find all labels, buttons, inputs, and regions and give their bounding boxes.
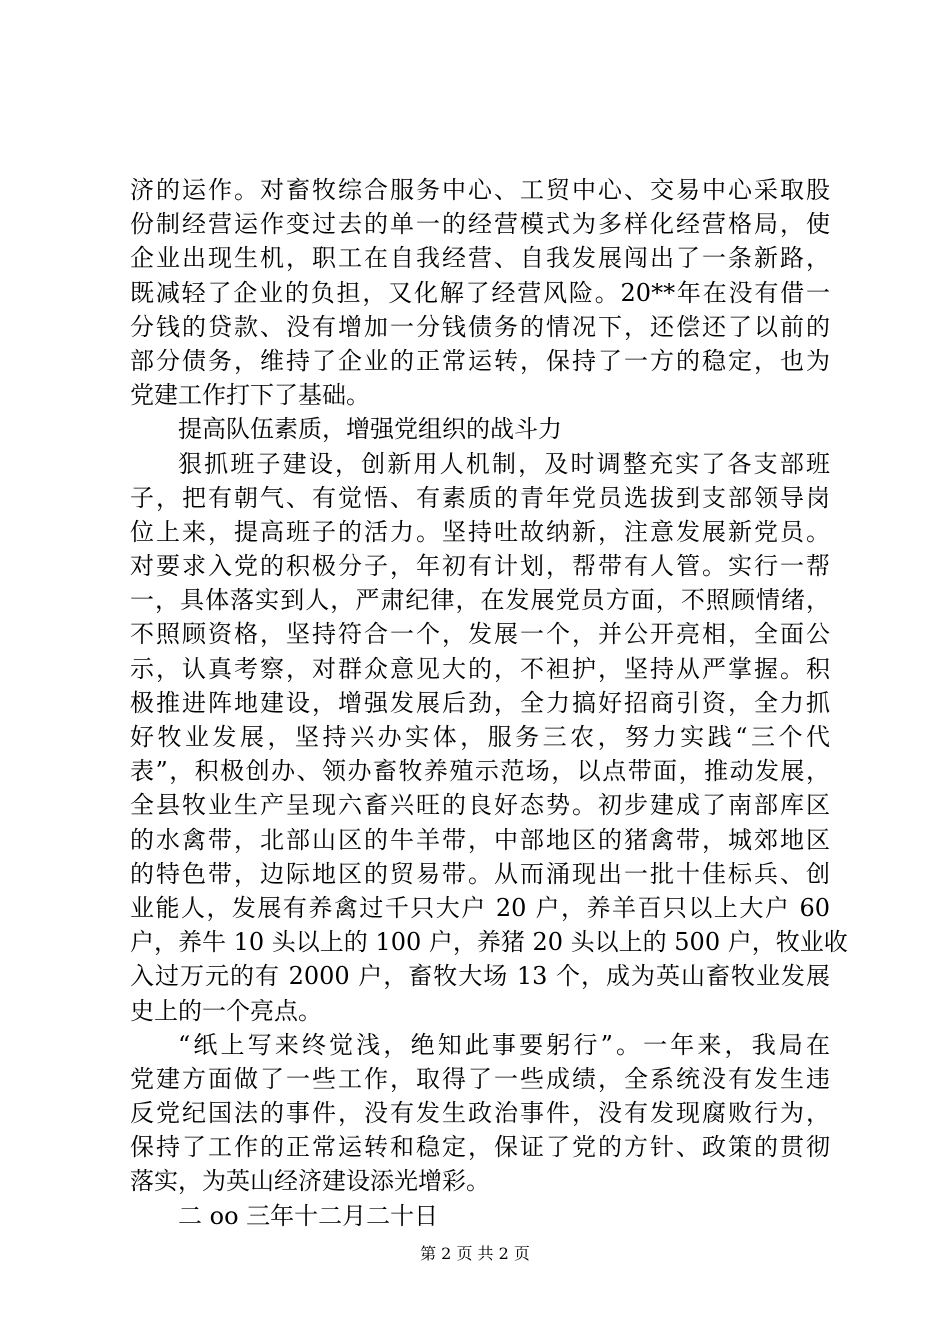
document-body <box>130 173 848 1233</box>
text-line: 不照顾资格，坚持符合一个，发展一个，并公开亮相，全面公 <box>130 620 830 649</box>
text-line: 的水禽带，北部山区的牛羊带，中部地区的猪禽带，城郊地区 <box>130 825 830 854</box>
text-line: 党建方面做了一些工作，取得了一些成绩，全系统没有发生违 <box>130 1064 830 1093</box>
text-line: 落实，为英山经济建设添光增彩。 <box>130 1167 490 1196</box>
text-line: 位上来，提高班子的活力。坚持吐故纳新，注意发展新党员。 <box>130 517 830 546</box>
page-number-footer: 第 2 页 共 2 页 <box>420 1244 530 1263</box>
text-line: 入过万元的有 2000 户，畜牧大场 13 个，成为英山畜牧业发展 <box>130 962 830 991</box>
text-line: 好牧业发展，坚持兴办实体，服务三农，努力实践“三个代 <box>130 723 830 751</box>
date-line: 二 oo 三年十二月二十日 <box>178 1201 439 1230</box>
text-line: 全县牧业生产呈现六畜兴旺的良好态势。初步建成了南部库区 <box>130 791 830 820</box>
text-line: 部分债务，维持了企业的正常运转，保持了一方的稳定，也为 <box>130 346 830 375</box>
text-line: 户，养牛 10 头以上的 100 户，养猪 20 头以上的 500 户，牧业收 <box>130 928 848 957</box>
text-line: 的特色带，边际地区的贸易带。从而涌现出一批十佳标兵、创 <box>130 859 830 888</box>
text-line: 济的运作。对畜牧综合服务中心、工贸中心、交易中心采取股 <box>130 176 830 204</box>
text-line: 示，认真考察，对群众意见大的，不袒护，坚持从严掌握。积 <box>130 654 830 683</box>
text-line: 既减轻了企业的负担，又化解了经营风险。20**年在没有借一 <box>130 278 830 307</box>
text-line: 保持了工作的正常运转和稳定，保证了党的方针、政策的贯彻 <box>130 1133 830 1162</box>
text-line: 极推进阵地建设，增强发展后劲，全力搞好招商引资，全力抓 <box>130 688 830 717</box>
heading-line: 提高队伍素质，增强党组织的战斗力 <box>178 415 562 444</box>
text-line: 史上的一个亮点。 <box>130 996 322 1025</box>
text-line: 对要求入党的积极分子，年初有计划，帮带有人管。实行一帮 <box>130 552 830 581</box>
paragraph-conclusion <box>130 1028 830 1199</box>
text-line: “纸上写来终觉浅，绝知此事要躬行”。一年来，我局在 <box>178 1030 830 1059</box>
text-line: 狠抓班子建设，创新用人机制，及时调整充实了各支部班 <box>178 449 830 478</box>
paragraph-continuation <box>130 173 830 412</box>
text-line: 子，把有朝气、有觉悟、有素质的青年党员选拔到支部领导岗 <box>130 483 830 512</box>
text-line: 份制经营运作变过去的单一的经营模式为多样化经营格局，使 <box>130 210 830 239</box>
text-line: 业能人，发展有养禽过千只大户 20 户，养羊百只以上大户 60 <box>130 893 830 922</box>
text-line: 分钱的贷款、没有增加一分钱债务的情况下，还偿还了以前的 <box>130 312 830 341</box>
paragraph-team-building <box>130 447 848 1028</box>
text-line: 反党纪国法的事件，没有发生政治事件，没有发现腐败行为， <box>130 1099 830 1128</box>
text-line: 表”，积极创办、领办畜牧养殖示范场，以点带面，推动发展， <box>130 757 830 786</box>
document-date <box>130 1199 830 1233</box>
text-line: 党建工作打下了基础。 <box>130 381 370 410</box>
text-line: 一，具体落实到人，严肃纪律，在发展党员方面，不照顾情绪， <box>130 586 830 615</box>
section-heading <box>130 412 830 446</box>
text-line: 企业出现生机，职工在自我经营、自我发展闯出了一条新路， <box>130 244 830 273</box>
